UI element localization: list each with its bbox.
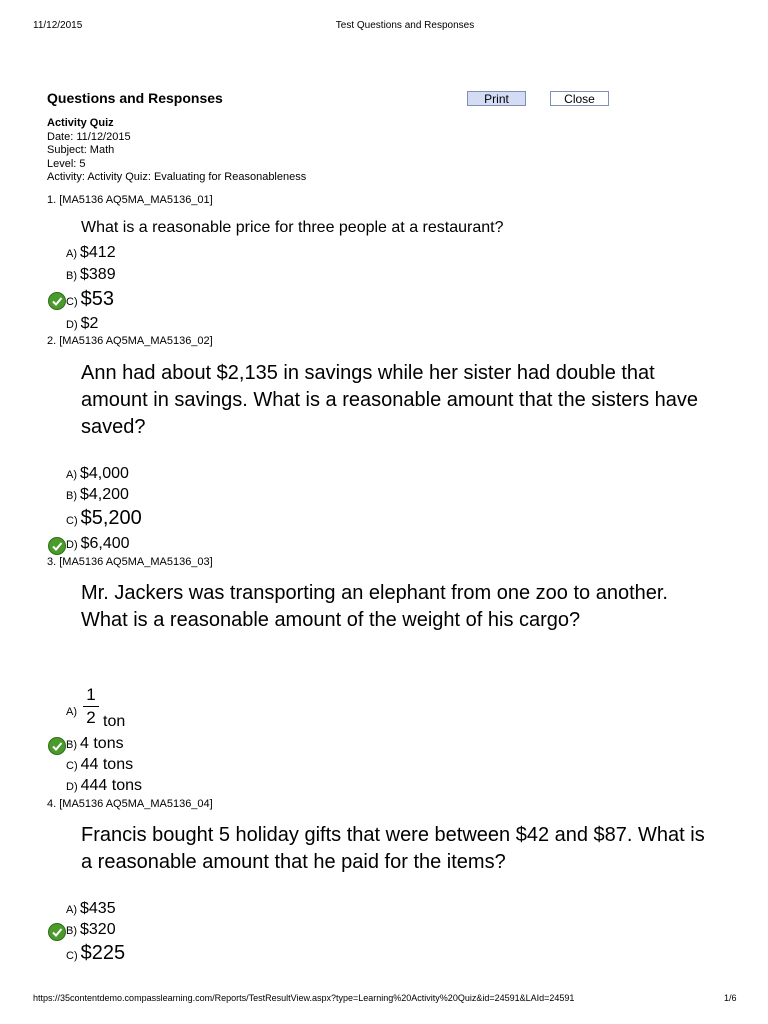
fraction-denominator: 2 bbox=[86, 708, 96, 727]
meta-block bbox=[47, 117, 306, 185]
option-text: $435 bbox=[80, 900, 116, 917]
meta-activity: Activity: Activity Quiz: Evaluating for Reasonableness bbox=[47, 171, 307, 183]
question-id: 3. [MA5136 AQ5MA_MA5136_03] bbox=[47, 556, 213, 568]
print-title: Test Questions and Responses bbox=[335, 20, 475, 31]
meta-level: Level: 5 bbox=[47, 157, 86, 170]
option-text: $6,400 bbox=[80, 535, 130, 552]
answer-option bbox=[66, 942, 125, 965]
option-letter: C) bbox=[66, 760, 78, 772]
meta-subject: Subject: Math bbox=[47, 144, 115, 156]
answer-option bbox=[66, 777, 142, 795]
option-letter: D) bbox=[66, 781, 78, 793]
option-text: $225 bbox=[80, 942, 126, 964]
answer-option bbox=[66, 507, 142, 530]
answer-option bbox=[66, 465, 129, 483]
option-text: $389 bbox=[80, 266, 116, 283]
answer-option-correct bbox=[66, 535, 130, 553]
option-text: 44 tons bbox=[80, 756, 134, 773]
question-id: 4. [MA5136 AQ5MA_MA5136_04] bbox=[47, 798, 213, 810]
option-letter: B) bbox=[66, 490, 77, 502]
answer-option-correct bbox=[66, 288, 114, 311]
checkmark-icon bbox=[48, 292, 66, 310]
answer-option bbox=[66, 702, 80, 720]
option-text: 4 tons bbox=[80, 735, 124, 752]
option-text: $5,200 bbox=[80, 507, 142, 529]
question-id: 2. [MA5136 AQ5MA_MA5136_02] bbox=[47, 335, 213, 347]
checkmark-icon bbox=[48, 737, 66, 755]
question-text: What is a reasonable price for three people at a restaurant? bbox=[81, 219, 504, 236]
answer-option bbox=[66, 315, 98, 333]
option-letter: A) bbox=[66, 706, 77, 718]
answer-option bbox=[66, 266, 116, 284]
question-text: Mr. Jackers was transporting an elephant from one zoo to another. What is a reasonable amount of the weight of his cargo? bbox=[81, 582, 668, 631]
option-text: $4,200 bbox=[80, 486, 129, 503]
fraction-bar bbox=[83, 706, 99, 707]
option-text: $320 bbox=[80, 921, 116, 938]
print-button[interactable]: Print bbox=[467, 91, 526, 106]
option-letter: D) bbox=[66, 319, 78, 331]
option-text: $4,000 bbox=[80, 465, 129, 482]
print-date: 11/12/2015 bbox=[33, 20, 83, 31]
footer-url: https://35contentdemo.compasslearning.com/Reports/TestResultView.aspx?type=Learning%20Activity%20Quiz&id=24591&LAId=24591 bbox=[33, 993, 575, 1003]
option-text: ton bbox=[103, 713, 126, 730]
answer-option bbox=[66, 900, 116, 918]
option-text: 444 tons bbox=[80, 777, 142, 794]
meta-date: Date: 11/12/2015 bbox=[47, 130, 131, 143]
answer-option-correct bbox=[66, 921, 116, 939]
option-letter: C) bbox=[66, 296, 78, 308]
answer-option bbox=[66, 244, 116, 262]
page-number: 1/6 bbox=[724, 993, 737, 1003]
answer-option bbox=[66, 486, 129, 504]
option-letter: D) bbox=[66, 539, 78, 551]
fraction-one-half bbox=[83, 685, 99, 728]
question-id: 1. [MA5136 AQ5MA_MA5136_01] bbox=[47, 194, 213, 206]
option-text: $53 bbox=[80, 288, 114, 310]
question-text: Ann had about $2,135 in savings while her sister had double that amount in savings. What is a reasonable amount that the sisters have saved? bbox=[81, 362, 699, 438]
option-text: $2 bbox=[80, 315, 99, 332]
option-letter: A) bbox=[66, 469, 77, 481]
option-letter: B) bbox=[66, 739, 77, 751]
question-text: Francis bought 5 holiday gifts that were between $42 and $87. What is a reasonable amount that he paid for the items? bbox=[81, 824, 705, 873]
option-text: $412 bbox=[80, 244, 116, 261]
option-letter: C) bbox=[66, 515, 78, 527]
answer-option bbox=[66, 756, 133, 774]
checkmark-icon bbox=[48, 923, 66, 941]
option-letter: C) bbox=[66, 950, 78, 962]
close-button[interactable]: Close bbox=[550, 91, 609, 106]
option-letter: A) bbox=[66, 904, 77, 916]
answer-option-correct bbox=[66, 735, 124, 753]
fraction-numerator: 1 bbox=[86, 685, 96, 704]
checkmark-icon bbox=[48, 537, 66, 555]
option-letter: A) bbox=[66, 248, 77, 260]
activity-kind: Activity Quiz bbox=[47, 117, 114, 129]
option-letter: B) bbox=[66, 270, 77, 282]
option-letter: B) bbox=[66, 925, 77, 937]
page-title: Questions and Responses bbox=[47, 90, 223, 106]
